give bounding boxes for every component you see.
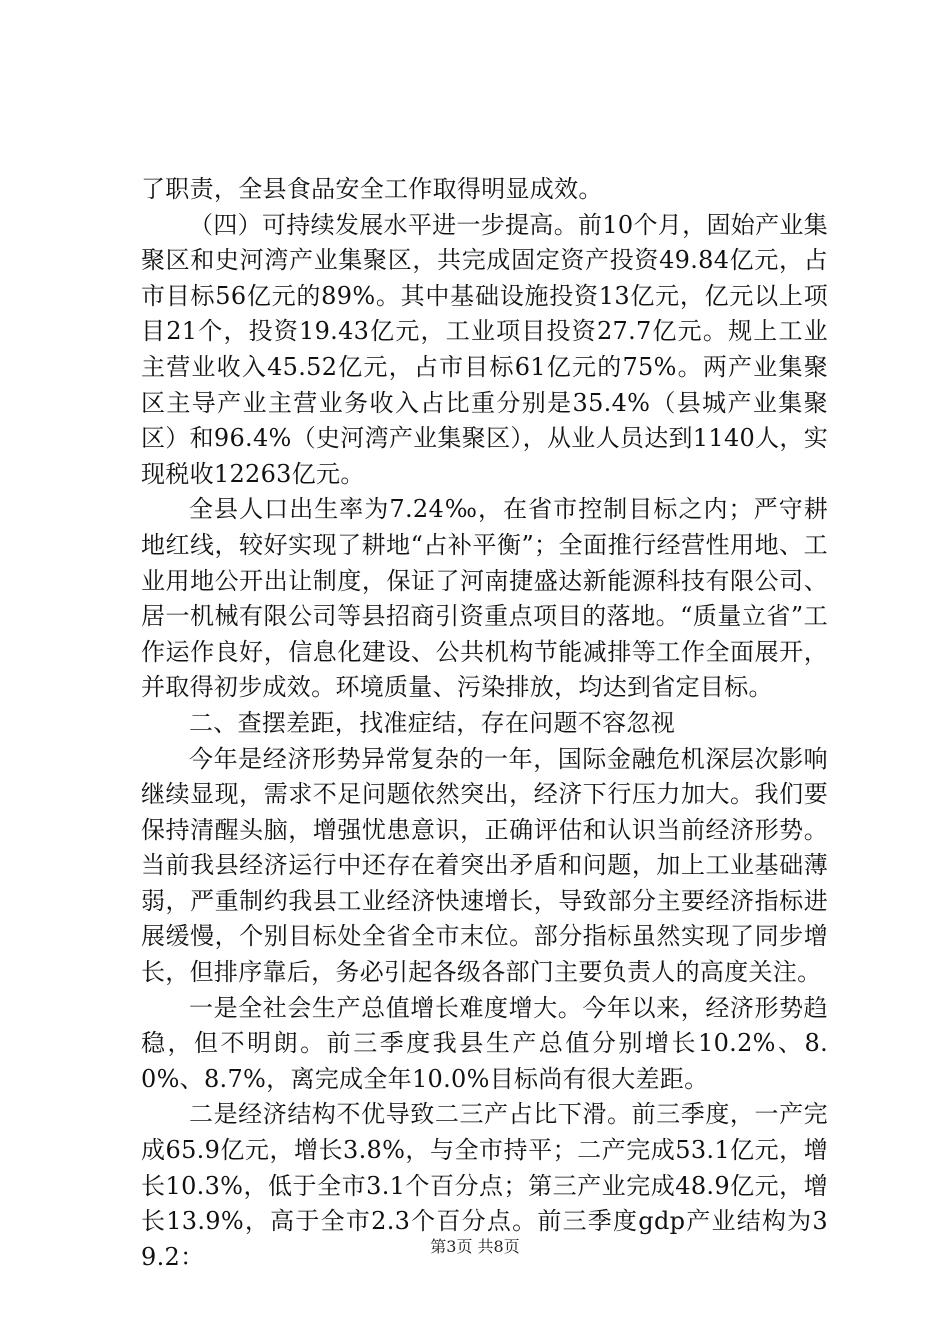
paragraph-sustainable-development: （四）可持续发展水平进一步提高。前10个月，固始产业集聚区和史河湾产业集聚区，共完成固定资产投资49.84亿元，占市目标56亿元的89%。其中基础设施投资13亿元，亿元以上项目21个，投资19.43亿元，工业项目投资27.7亿元。规上工业主营业收入45.52亿元，占市目标61亿元的75%。两产业集聚区主导产业主营业务收入占比重分别是35.4%（县城产业集聚区）和96.4%（史河湾产业集聚区），从业人员达到1140人，实现税收12263亿元。 [141, 210, 828, 488]
paragraph-population-land: 全县人口出生率为7.24‰，在省市控制目标之内；严守耕地红线，较好实现了耕地“占补平衡”；全面推行经营性用地、工业用地公开出让制度，保证了河南捷盛达新能源科技有限公司、居一机械有限公司等县招商引资重点项目的落地。“质量立省”工作运作良好，信息化建设、公共机构节能减排等工作全面展开，并取得初步成效。环境质量、污染排放，均达到省定目标。 [141, 495, 828, 702]
paragraph-continuation: 了职责，全县食品安全工作取得明显成效。 [141, 175, 603, 203]
paragraph-economic-structure: 二是经济结构不优导致二三产占比下滑。前三季度，一产完成65.9亿元，增长3.8%，与全市持平；二产完成53.1亿元，增长10.3%，低于全市3.1个百分点；第三产业完成48.9亿元，增长13.9%，高于全市2.3个百分点。前三季度gdp产业结构为39.2： [141, 1100, 828, 1271]
section-heading-2: 二、查摆差距，找准症结，存在问题不容忽视 [189, 708, 675, 737]
page-footer: 第3页 共8页 [430, 1237, 520, 1256]
document-body [141, 172, 828, 1275]
paragraph-gdp-growth: 一是全社会生产总值增长难度增大。今年以来，经济形势趋稳，但不明朗。前三季度我县生产总值分别增长10.2%、8.0%、8.7%，离完成全年10.0%目标尚有很大差距。 [141, 993, 828, 1093]
paragraph-economic-situation: 今年是经济形势异常复杂的一年，国际金融危机深层次影响继续显现，需求不足问题依然突出，经济下行压力加大。我们要保持清醒头脑，增强忧患意识，正确评估和认识当前经济形势。当前我县经济运行中还存在着突出矛盾和问题，加上工业基础薄弱，严重制约我县工业经济快速增长，导致部分主要经济指标进展缓慢，个别目标处全省全市末位。部分指标虽然实现了同步增长，但排序靠后，务必引起各级各部门主要负责人的高度关注。 [141, 744, 828, 987]
